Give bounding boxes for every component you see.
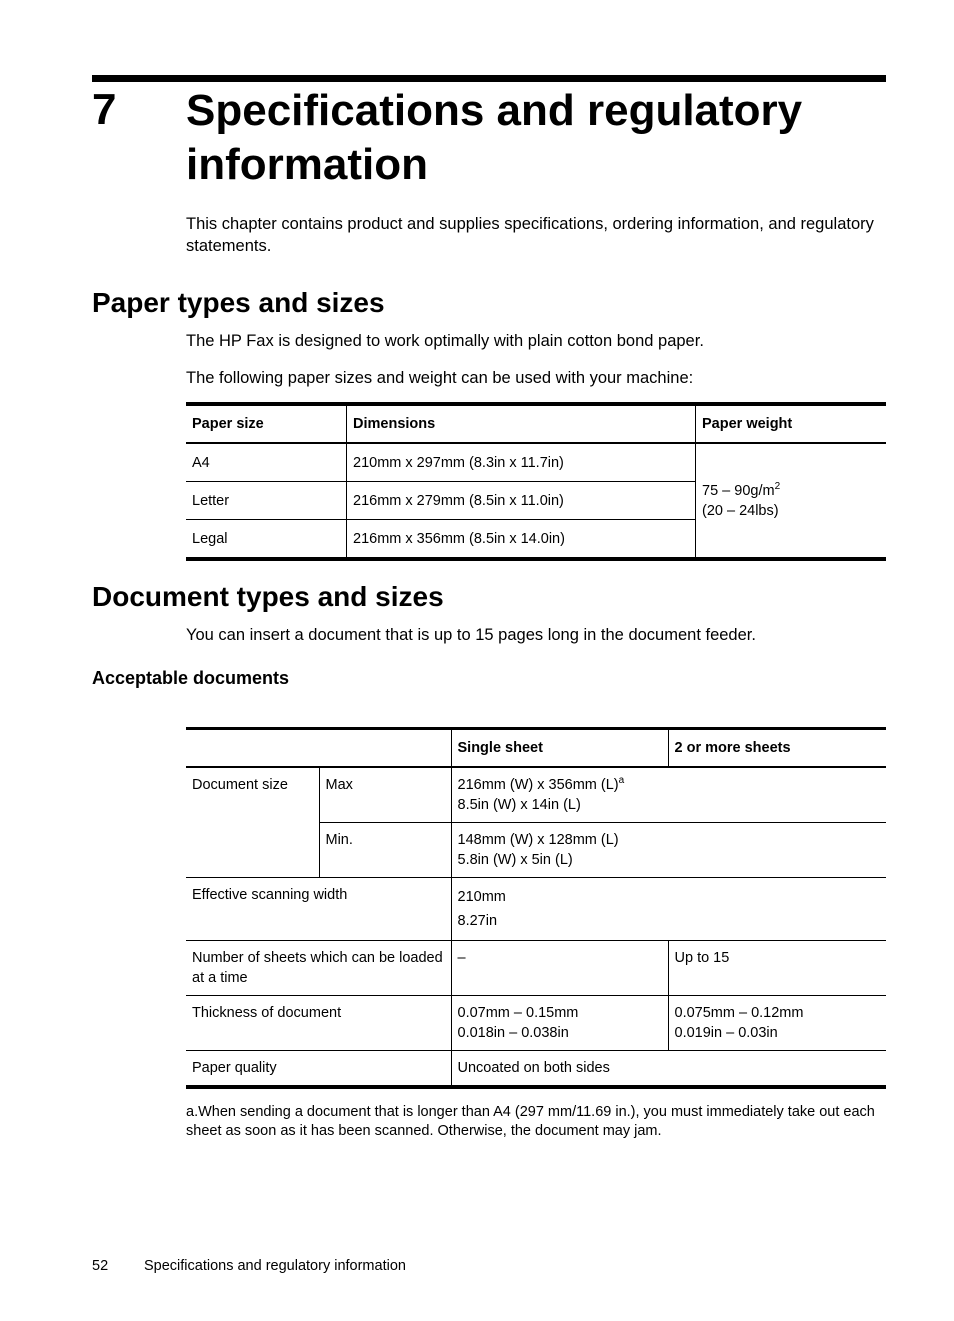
- scan-width-label: Effective scanning width: [186, 878, 451, 941]
- scan-line-2: 8.27in: [457, 913, 498, 929]
- header-empty: [186, 729, 451, 768]
- page-number: 52: [92, 1258, 109, 1274]
- paper-para-2: The following paper sizes and weight can be used with your machine:: [186, 369, 694, 387]
- sheets-single: –: [451, 941, 668, 996]
- chapter-number: 7: [92, 85, 117, 134]
- table-header-row: [186, 404, 886, 443]
- paper-size-cell: Letter: [186, 482, 347, 520]
- acceptable-documents-heading: Acceptable documents: [92, 668, 290, 688]
- table-row: [186, 443, 886, 482]
- min-line-1: 148mm (W) x 128mm (L): [457, 832, 619, 848]
- paper-table: [186, 402, 886, 561]
- header-multi-sheet: 2 or more sheets: [668, 729, 886, 768]
- paper-weight-cell: [696, 443, 887, 559]
- max-line-2: 8.5in (W) x 14in (L): [457, 797, 581, 813]
- footnote-marker: a: [618, 775, 625, 787]
- dimensions-cell: 216mm x 279mm (8.5in x 11.0in): [347, 482, 696, 520]
- header-dimensions: Dimensions: [347, 404, 696, 443]
- thick-single-1: 0.07mm – 0.15mm: [457, 1005, 579, 1021]
- paper-para-1: The HP Fax is designed to work optimally with plain cotton bond paper.: [186, 332, 704, 350]
- chapter-title: Specifications and regulatory information: [186, 86, 803, 189]
- quality-value: Uncoated on both sides: [451, 1051, 886, 1088]
- table-row: [186, 996, 886, 1051]
- footer-title: Specifications and regulatory information: [144, 1258, 406, 1274]
- min-label: Min.: [319, 823, 451, 878]
- header-paper-weight: Paper weight: [696, 404, 887, 443]
- table-row: [186, 767, 886, 823]
- table-header-row: [186, 729, 886, 768]
- max-line-1: 216mm (W) x 356mm (L): [457, 777, 619, 793]
- weight-superscript: 2: [774, 480, 781, 492]
- sheets-label: Number of sheets which can be loaded at a time: [186, 941, 451, 996]
- thick-multi-2: 0.019in – 0.03in: [674, 1025, 778, 1041]
- document-para: You can insert a document that is up to 15 pages long in the document feeder.: [186, 626, 756, 644]
- document-table: [186, 727, 886, 1089]
- thickness-label: Thickness of document: [186, 996, 451, 1051]
- scan-line-1: 210mm: [457, 889, 506, 905]
- chapter-intro: This chapter contains product and supplies specifications, ordering information, and regulatory statements.: [186, 215, 874, 255]
- dimensions-cell: 210mm x 297mm (8.3in x 11.7in): [347, 443, 696, 482]
- thickness-multi: [668, 996, 886, 1051]
- table-row: [186, 941, 886, 996]
- weight-line-2: (20 – 24lbs): [702, 502, 779, 519]
- paper-heading: Paper types and sizes: [92, 287, 385, 318]
- table-row: [186, 878, 886, 941]
- sheets-multi: Up to 15: [668, 941, 886, 996]
- table-row: [186, 1051, 886, 1088]
- thick-multi-1: 0.075mm – 0.12mm: [674, 1005, 804, 1021]
- thickness-single: [451, 996, 668, 1051]
- document-heading: Document types and sizes: [92, 581, 444, 612]
- document-size-label: Document size: [186, 767, 319, 878]
- quality-label: Paper quality: [186, 1051, 451, 1088]
- table-footnote: a.When sending a document that is longer than A4 (297 mm/11.69 in.), you must immediately take out each sheet as soon as it has been scanned. Otherwise, the document may jam.: [186, 1104, 875, 1139]
- header-paper-size: Paper size: [186, 404, 347, 443]
- max-label: Max: [319, 767, 451, 823]
- header-single-sheet: Single sheet: [451, 729, 668, 768]
- thick-single-2: 0.018in – 0.038in: [457, 1025, 569, 1041]
- chapter-top-rule: [92, 75, 886, 82]
- min-line-2: 5.8in (W) x 5in (L): [457, 852, 573, 868]
- paper-size-cell: Legal: [186, 520, 347, 560]
- max-value: [451, 767, 886, 823]
- dimensions-cell: 216mm x 356mm (8.5in x 14.0in): [347, 520, 696, 560]
- scan-width-value: [451, 878, 886, 941]
- paper-size-cell: A4: [186, 443, 347, 482]
- min-value: [451, 823, 886, 878]
- weight-line-1: 75 – 90g/m: [702, 482, 775, 499]
